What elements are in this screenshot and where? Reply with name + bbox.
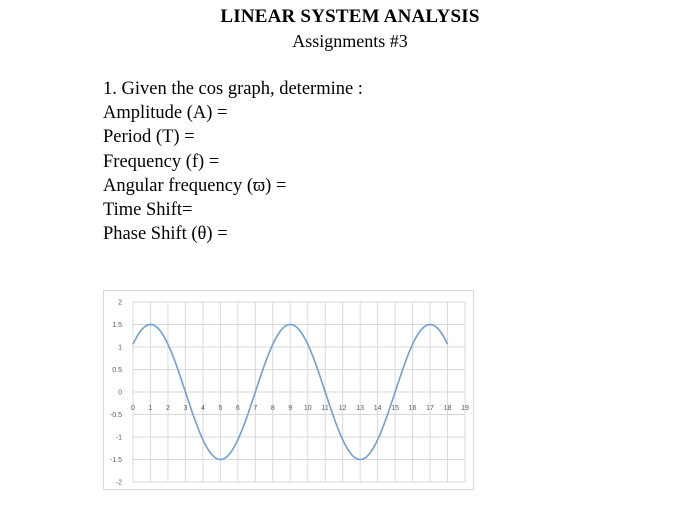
x-tick-label: 14 (373, 405, 382, 412)
x-tick-label: 6 (235, 405, 240, 412)
x-tick-label: 1 (148, 405, 153, 412)
y-tick-label: 1.5 (112, 322, 122, 329)
y-tick-label: -2 (115, 479, 122, 487)
question-prompt: 1. Given the cos graph, determine : (103, 79, 363, 99)
x-tick-label: 11 (321, 405, 329, 412)
x-tick-label: 18 (443, 405, 452, 412)
question-amplitude: Amplitude (A) = (103, 103, 228, 124)
x-tick-label: 16 (408, 405, 417, 412)
x-tick-label: 4 (200, 405, 205, 412)
x-tick-label: 10 (303, 405, 312, 412)
cos-chart (103, 290, 474, 490)
x-tick-label: 19 (461, 405, 469, 412)
x-tick-label: 17 (426, 405, 434, 412)
x-tick-label: 2 (165, 405, 170, 412)
document-title: LINEAR SYSTEM ANALYSIS (220, 6, 480, 27)
y-tick-label: 0 (118, 389, 122, 397)
x-tick-label: 8 (270, 405, 275, 412)
question-angular-frequency: Angular frequency (ϖ) = (103, 175, 287, 196)
x-tick-label: 12 (338, 405, 347, 412)
x-tick-label: 7 (253, 405, 258, 412)
y-tick-label: 0.5 (112, 367, 122, 374)
y-tick-label: 1 (118, 344, 122, 352)
y-tick-label: -1 (115, 434, 122, 442)
question-frequency: Frequency (f) = (103, 151, 220, 172)
question-list (103, 77, 363, 246)
document-subtitle: Assignments #3 (292, 31, 408, 51)
x-tick-label: 13 (356, 405, 365, 412)
x-tick-label: 15 (391, 405, 400, 412)
question-phase-shift: Phase Shift (θ) = (103, 224, 228, 245)
y-tick-label: -0.5 (109, 412, 122, 419)
x-tick-label: 5 (218, 405, 223, 412)
y-tick-label: 2 (118, 299, 122, 307)
x-tick-label: 9 (288, 405, 293, 412)
question-period: Period (T) = (103, 127, 195, 148)
x-tick-label: 3 (183, 405, 188, 412)
cos-chart-svg (104, 291, 473, 489)
y-tick-label: -1.5 (109, 457, 122, 464)
question-time-shift: Time Shift= (103, 200, 193, 221)
x-tick-label: 0 (131, 405, 135, 412)
